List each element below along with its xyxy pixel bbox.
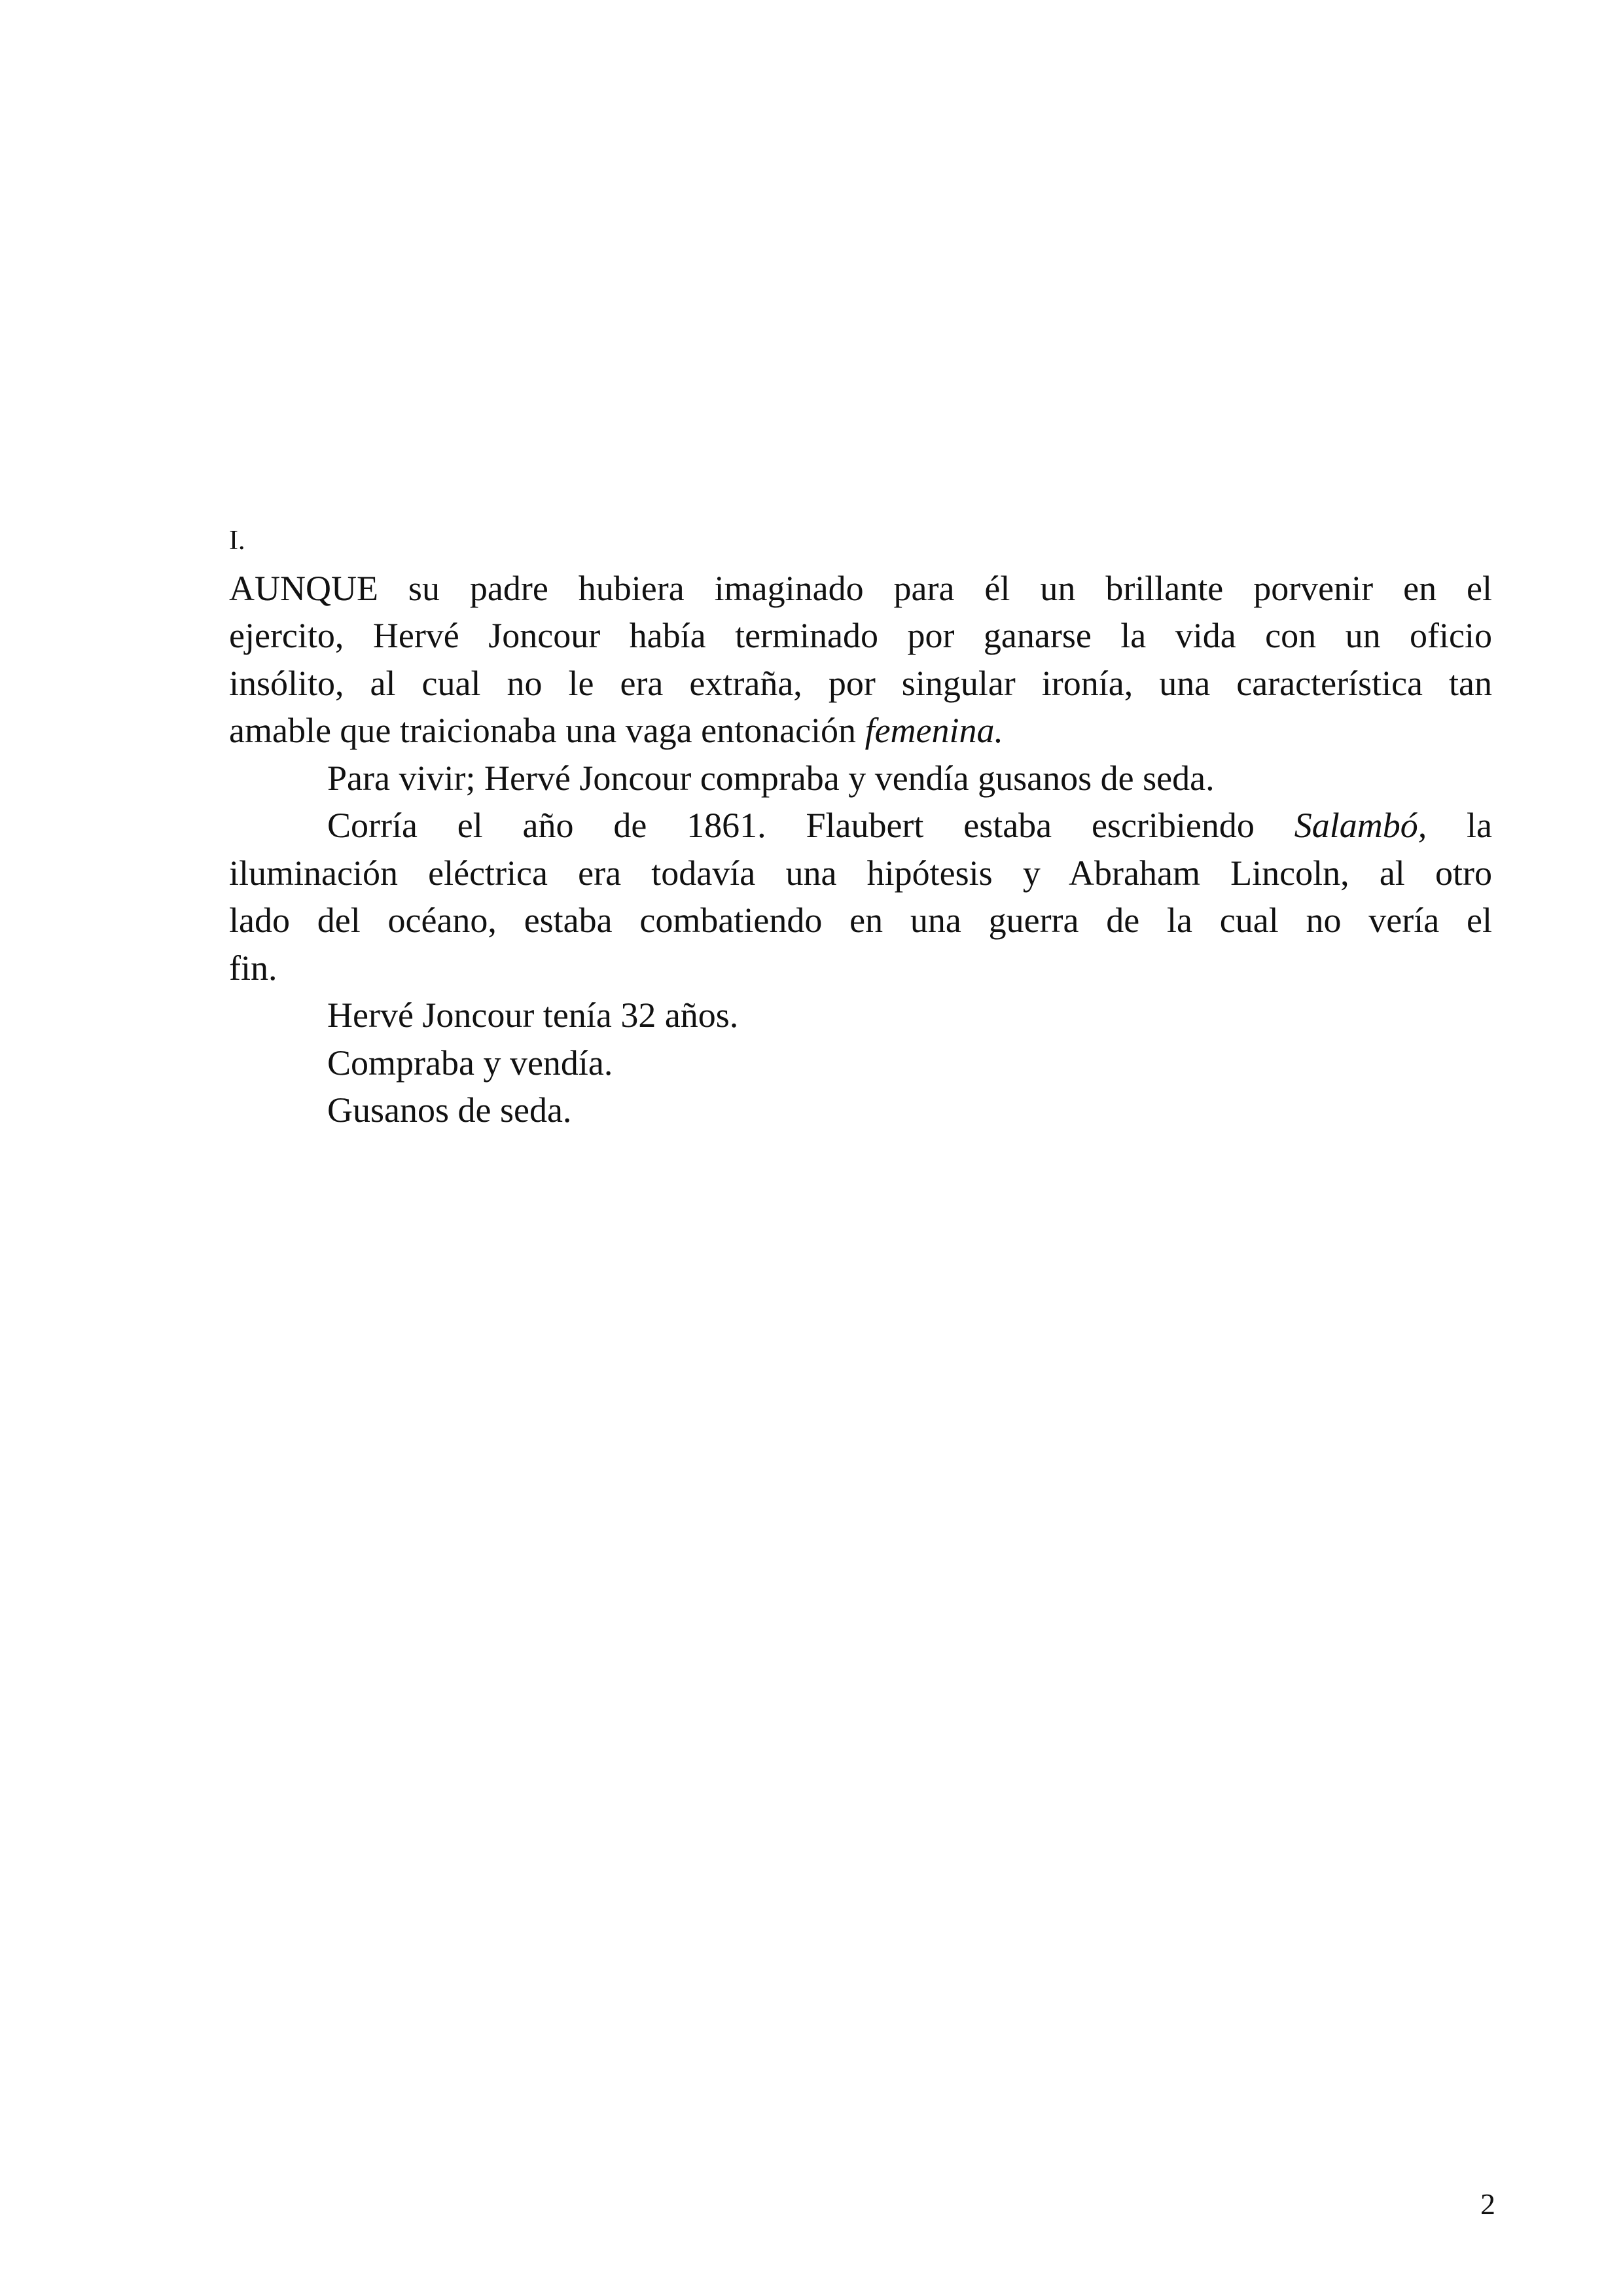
chapter-text (229, 517, 1492, 1134)
paragraph-3-line-3: lado del océano, estaba combatiendo en una guerra de la cual no vería el (229, 901, 1492, 940)
paragraph-6 (229, 1086, 1492, 1134)
emphasis-femenina: femenina. (865, 711, 1004, 750)
paragraph-4 (229, 992, 1492, 1039)
paragraph-4-line-1: Hervé Joncour tenía 32 años. (327, 996, 739, 1035)
paragraph-1-line-2: ejercito, Hervé Joncour había terminado por ganarse la vida con un oficio (229, 616, 1492, 655)
paragraph-2 (229, 755, 1492, 802)
paragraph-3-line-1-text: Corría el año de 1861. Flaubert estaba escribiendo (327, 806, 1294, 845)
paragraph-3-line-1 (229, 802, 1492, 850)
paragraph-3-line-1-tail: la (1427, 806, 1492, 845)
paragraph-2-line-1: Para vivir; Hervé Joncour compraba y vendía gusanos de seda. (327, 758, 1215, 798)
paragraph-5 (229, 1039, 1492, 1087)
page-number: 2 (1480, 2187, 1495, 2221)
paragraph-3-line-4: fin. (229, 948, 277, 988)
paragraph-1-line-4 (229, 707, 1492, 755)
paragraph-3-line-2: iluminación eléctrica era todavía una hipótesis y Abraham Lincoln, al otro (229, 853, 1492, 893)
paragraph-3 (229, 802, 1492, 992)
paragraph-1-line-4-text: amable que traicionaba una vaga entonación (229, 711, 865, 750)
chapter-number: I. (229, 526, 245, 556)
emphasis-salambo: Salambó, (1294, 806, 1427, 845)
paragraph-6-line-1: Gusanos de seda. (327, 1090, 572, 1130)
paragraph-1-line-3: insólito, al cual no le era extraña, por singular ironía, una característica tan (229, 663, 1492, 703)
paragraph-1 (229, 565, 1492, 755)
paragraph-5-line-1: Compraba y vendía. (327, 1043, 613, 1083)
paragraph-1-line-1: AUNQUE su padre hubiera imaginado para él un brillante porvenir en el (229, 568, 1492, 608)
